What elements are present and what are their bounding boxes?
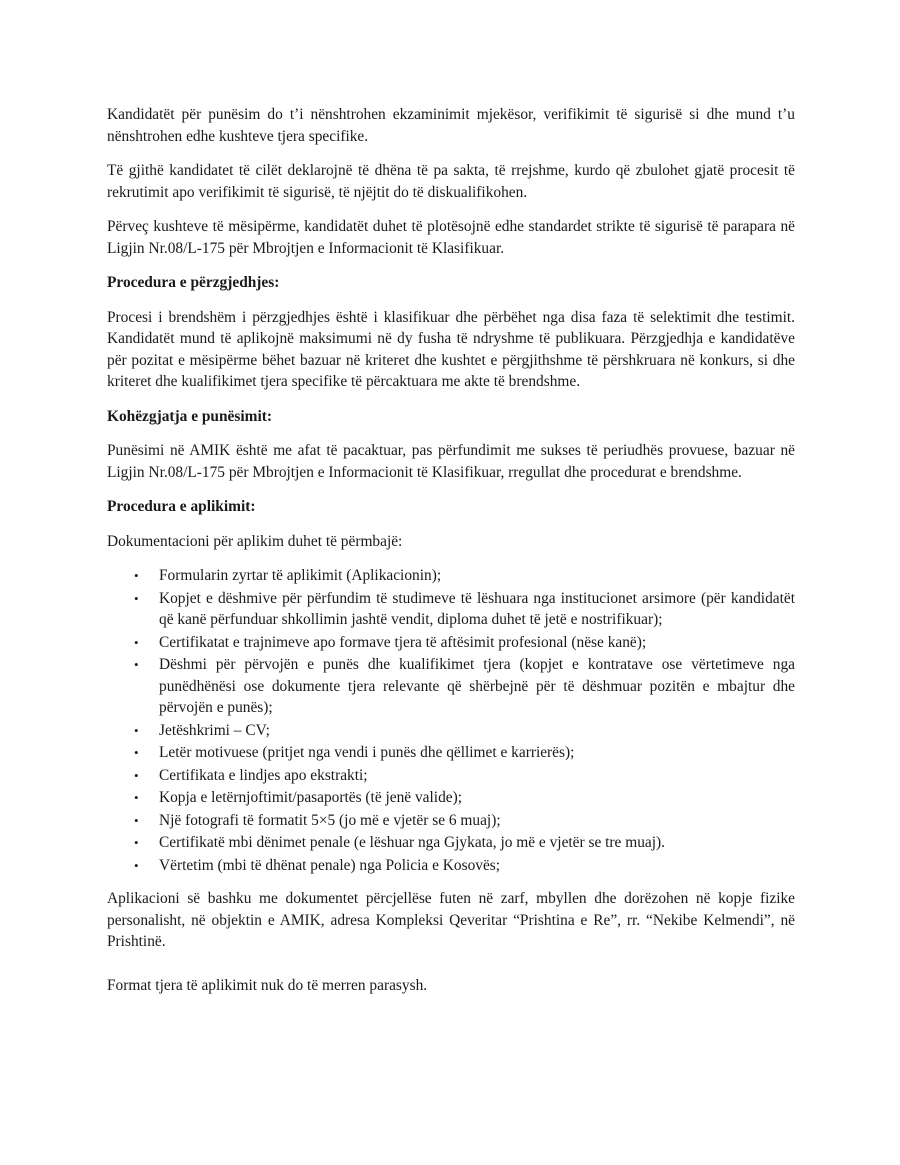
paragraph-closing-note: Format tjera të aplikimit nuk do të merren parasysh. [107, 976, 428, 994]
bullet-icon: • [134, 835, 139, 850]
heading-employment-duration: Kohëzgjatja e punësimit: [107, 407, 272, 425]
paragraph-submission-instructions: Aplikacioni së bashku me dokumentet përcjellëse futen në zarf, mbyllen dhe dorëzohen në kopje fizike personalisht, në objektin e AMIK, adresa Kompleksi Qeveritar “Prishtina e Re”, rr. “Nekibe Kelmendi”, në Prishtinë. [107, 890, 795, 950]
bullet-icon: • [134, 812, 139, 828]
paragraph-security-standards: Përveç kushteve të mësipërme, kandidatët duhet të plotësojnë edhe standardet strikte të sigurisë të parapara në Ligjin Nr.08/L-175 për Mbrojtjen e Informacionit të Klasifikuar. [107, 218, 795, 257]
list-item-text: Jetëshkrimi – CV; [159, 721, 270, 739]
list-item [107, 588, 795, 631]
heading-selection-procedure: Procedura e përzgjedhjes: [107, 274, 280, 291]
list-item-text: Formularin zyrtar të aplikimit (Aplikacionin); [159, 567, 442, 584]
bullet-icon: • [134, 857, 139, 873]
list-item [107, 742, 795, 764]
list-item-text: Një fotografi të formatit 5×5 (jo më e vjetër se 6 muaj); [159, 811, 501, 829]
bullet-icon: • [134, 568, 139, 583]
list-item [107, 632, 795, 654]
paragraph-employment-duration: Punësimi në AMIK është me afat të pacaktuar, pas përfundimit me sukses të periudhës provuese, bazuar në Ligjin Nr.08/L-175 për Mbrojtjen e Informacionit të Klasifikuar, rregullat dhe procedurat e brendshme. [107, 442, 795, 481]
list-item-text: Certifikatë mbi dënimet penale (e lëshuar nga Gjykata, jo më e vjetër se tre muaj). [159, 834, 665, 851]
required-documents-list [107, 565, 795, 876]
list-item [107, 565, 795, 587]
list-item-text: Kopjet e dëshmive për përfundim të studimeve të lëshuara nga institucionet arsimore (për kandidatët që kanë përfunduar shkollimin jashtë vendit, diploma duhet të jetë e nostrifikuar); [159, 589, 795, 628]
list-item-text: Kopja e letërnjoftimit/pasaportës (të jenë valide); [159, 789, 462, 806]
paragraph-medical-exam: Kandidatët për punësim do t’i nënshtrohen ekzaminimit mjekësor, verifikimit të sigurisë si dhe mund t’u nënshtrohen edhe kushteve tjera specifike. [107, 106, 795, 145]
list-item-text: Letër motivuese (pritjet nga vendi i punës dhe qëllimet e karrierës); [159, 744, 575, 761]
bullet-icon: • [134, 590, 139, 606]
bullet-icon: • [134, 745, 139, 760]
bullet-icon: • [134, 634, 139, 650]
paragraph-selection-procedure: Procesi i brendshëm i përzgjedhjes është i klasifikuar dhe përbëhet nga disa faza të selektimit dhe testimit. Kandidatët mund të aplikojnë maksimumi në dy fusha të ndryshme të publikuara. Përzgjedhja e kandidatëve për pozitat e mësipërme bëhet bazuar në kriteret dhe kushtet e përgjithshme të përshkruara në konkurs, si dhe kriteret dhe kualifikimet tjera specifike të përcaktuara me akte të brendshme. [107, 308, 795, 390]
bullet-icon: • [134, 657, 139, 672]
heading-application-procedure: Procedura e aplikimit: [107, 498, 256, 515]
bullet-icon: • [134, 790, 139, 805]
bullet-icon: • [134, 767, 139, 783]
list-item [107, 765, 795, 787]
list-item [107, 832, 795, 854]
list-item-text: Dëshmi për përvojën e punës dhe kualifikimet tjera (kopjet e kontratave ose vërtetimeve nga punëdhënësi ose dokumente tjera relevante që shërbejnë për të dëshmuar pozitën e mbajtur dhe përvojën e punës); [159, 656, 795, 716]
list-item [107, 855, 795, 877]
bullet-icon: • [134, 722, 139, 738]
list-item [107, 720, 795, 742]
list-item-text: Certifikata e lindjes apo ekstrakti; [159, 766, 368, 784]
paragraph-disqualification: Të gjithë kandidatet të cilët deklarojnë të dhëna të pa sakta, të rrejshme, kurdo që zbulohet gjatë procesit të rekrutimit apo verifikimit të sigurisë, të njëjtit do të diskualifikohen. [107, 162, 795, 201]
list-item-text: Certifikatat e trajnimeve apo formave tjera të aftësimit profesional (nëse kanë); [159, 633, 647, 651]
list-item [107, 810, 795, 832]
list-item [107, 654, 795, 719]
list-item [107, 787, 795, 809]
paragraph-application-intro: Dokumentacioni për aplikim duhet të përmbajë: [107, 532, 403, 550]
document-page [107, 104, 795, 1009]
list-item-text: Vërtetim (mbi të dhënat penale) nga Policia e Kosovës; [159, 856, 501, 874]
